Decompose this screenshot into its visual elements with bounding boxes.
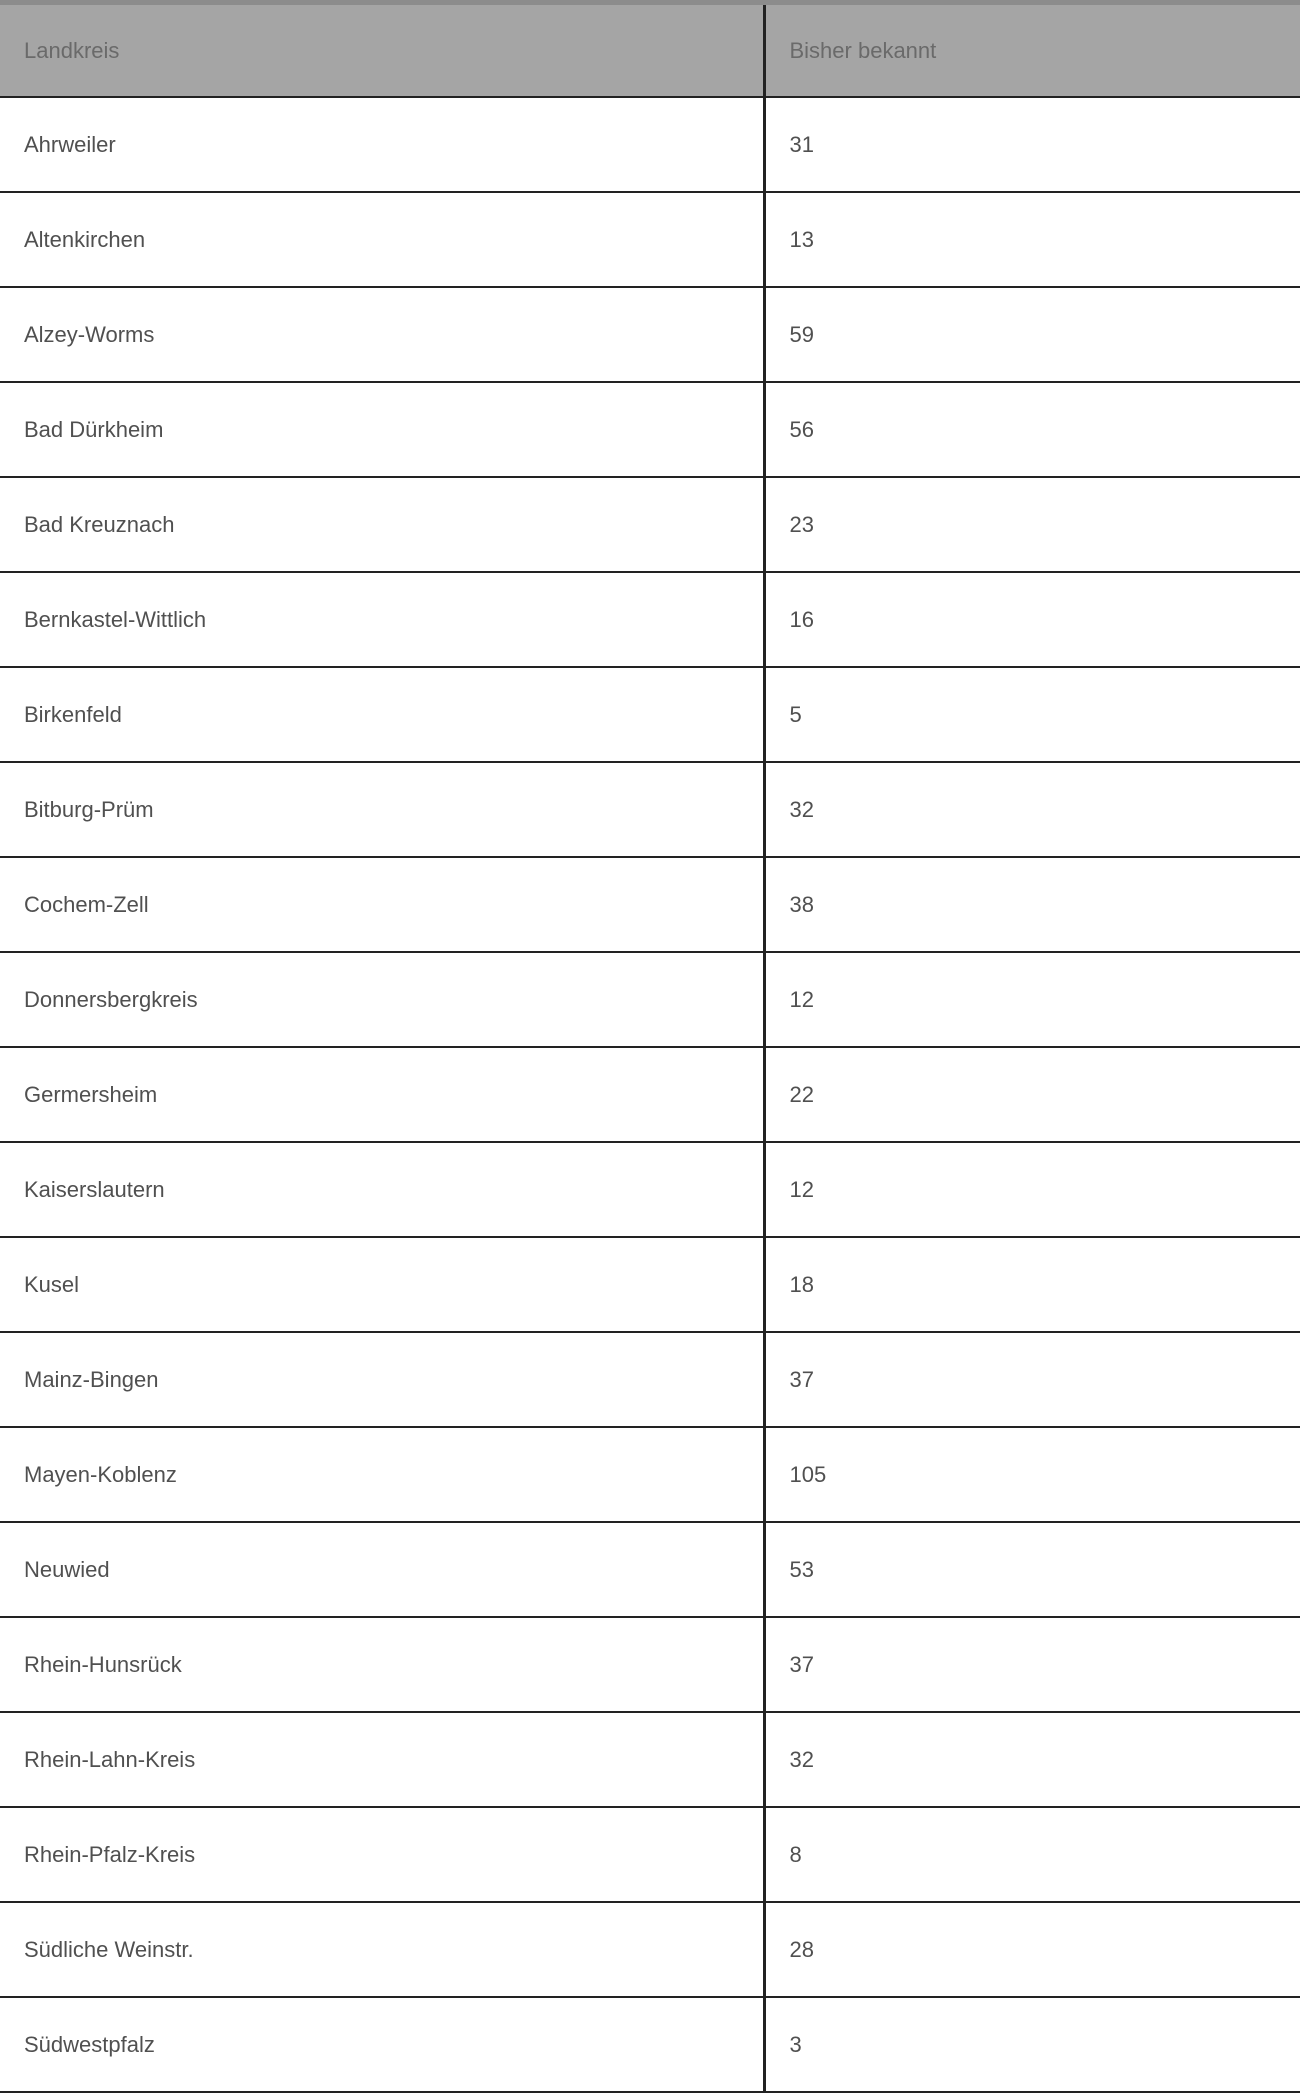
table-row — [0, 1807, 1300, 1902]
cell-bisher-bekannt: 37 — [764, 1332, 1300, 1427]
table-row — [0, 1617, 1300, 1712]
table-row — [0, 1427, 1300, 1522]
cell-landkreis: Rhein-Lahn-Kreis — [0, 1712, 764, 1807]
table-body — [0, 97, 1300, 2092]
cell-landkreis: Mayen-Koblenz — [0, 1427, 764, 1522]
cell-bisher-bekannt: 37 — [764, 1617, 1300, 1712]
table-row — [0, 477, 1300, 572]
table-row — [0, 1522, 1300, 1617]
table-row — [0, 1902, 1300, 1997]
cell-bisher-bekannt: 28 — [764, 1902, 1300, 1997]
cell-landkreis: Cochem-Zell — [0, 857, 764, 952]
cell-bisher-bekannt: 23 — [764, 477, 1300, 572]
cell-landkreis: Rhein-Pfalz-Kreis — [0, 1807, 764, 1902]
landkreis-table — [0, 5, 1300, 2093]
table-row — [0, 1712, 1300, 1807]
cell-landkreis: Rhein-Hunsrück — [0, 1617, 764, 1712]
cell-bisher-bekannt: 5 — [764, 667, 1300, 762]
cell-bisher-bekannt: 18 — [764, 1237, 1300, 1332]
cell-landkreis: Ahrweiler — [0, 97, 764, 192]
cell-landkreis: Bad Kreuznach — [0, 477, 764, 572]
cell-landkreis: Südwestpfalz — [0, 1997, 764, 2092]
column-header-landkreis: Landkreis — [0, 5, 764, 97]
cell-bisher-bekannt: 12 — [764, 952, 1300, 1047]
cell-bisher-bekannt: 53 — [764, 1522, 1300, 1617]
table-row — [0, 97, 1300, 192]
table-row — [0, 1997, 1300, 2092]
cell-landkreis: Alzey-Worms — [0, 287, 764, 382]
cell-bisher-bekannt: 32 — [764, 1712, 1300, 1807]
cell-landkreis: Donnersbergkreis — [0, 952, 764, 1047]
cell-bisher-bekannt: 31 — [764, 97, 1300, 192]
cell-bisher-bekannt: 8 — [764, 1807, 1300, 1902]
cell-landkreis: Bitburg-Prüm — [0, 762, 764, 857]
table-row — [0, 287, 1300, 382]
cell-bisher-bekannt: 105 — [764, 1427, 1300, 1522]
table-header-row — [0, 5, 1300, 97]
cell-bisher-bekannt: 59 — [764, 287, 1300, 382]
cell-bisher-bekannt: 32 — [764, 762, 1300, 857]
cell-landkreis: Neuwied — [0, 1522, 764, 1617]
cell-bisher-bekannt: 13 — [764, 192, 1300, 287]
cell-bisher-bekannt: 56 — [764, 382, 1300, 477]
cell-bisher-bekannt: 38 — [764, 857, 1300, 952]
table-row — [0, 762, 1300, 857]
cell-landkreis: Kusel — [0, 1237, 764, 1332]
cell-landkreis: Altenkirchen — [0, 192, 764, 287]
table-row — [0, 1332, 1300, 1427]
table-row — [0, 572, 1300, 667]
table-row — [0, 192, 1300, 287]
cell-bisher-bekannt: 16 — [764, 572, 1300, 667]
cell-landkreis: Bernkastel-Wittlich — [0, 572, 764, 667]
table-row — [0, 667, 1300, 762]
table-row — [0, 952, 1300, 1047]
table-header — [0, 5, 1300, 97]
cell-landkreis: Germersheim — [0, 1047, 764, 1142]
cell-landkreis: Kaiserslautern — [0, 1142, 764, 1237]
table-row — [0, 1047, 1300, 1142]
cell-landkreis: Mainz-Bingen — [0, 1332, 764, 1427]
cell-bisher-bekannt: 22 — [764, 1047, 1300, 1142]
cell-landkreis: Birkenfeld — [0, 667, 764, 762]
column-header-bisher-bekannt: Bisher bekannt — [764, 5, 1300, 97]
cell-bisher-bekannt: 12 — [764, 1142, 1300, 1237]
table-row — [0, 857, 1300, 952]
cell-landkreis: Südliche Weinstr. — [0, 1902, 764, 1997]
cell-landkreis: Bad Dürkheim — [0, 382, 764, 477]
cell-bisher-bekannt: 3 — [764, 1997, 1300, 2092]
table-row — [0, 1237, 1300, 1332]
table-row — [0, 382, 1300, 477]
table-row — [0, 1142, 1300, 1237]
